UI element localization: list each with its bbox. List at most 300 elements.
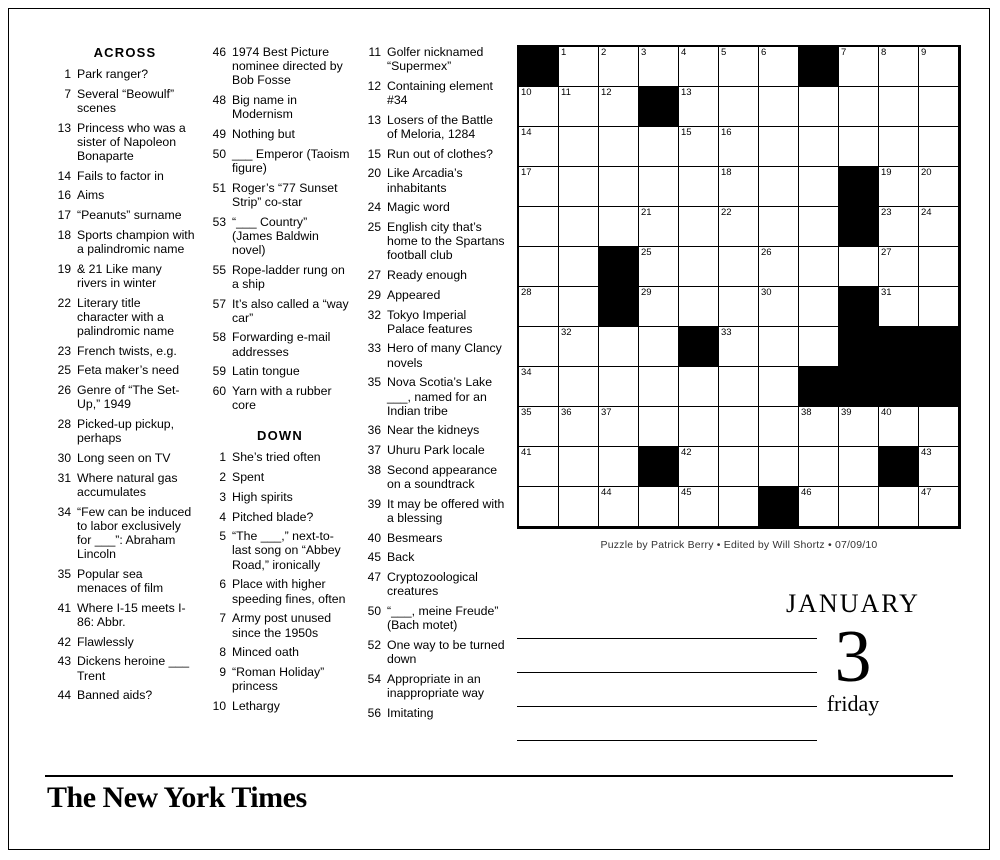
clue-item <box>210 93 350 121</box>
grid-cell[interactable] <box>679 367 719 407</box>
clue-number: 45 <box>367 550 381 565</box>
grid-cell[interactable] <box>679 447 719 487</box>
grid-cell-number: 3 <box>641 47 647 58</box>
clue-number: 35 <box>367 375 381 390</box>
clue-text: 1974 Best Picture nominee directed by Bob Fosse <box>232 45 343 88</box>
clue-text: Golfer nicknamed “Supermex” <box>387 45 484 74</box>
crossword-grid[interactable] <box>517 45 961 529</box>
clue-text: “Peanuts” surname <box>77 208 182 223</box>
grid-cell[interactable] <box>919 407 959 447</box>
clue-number: 14 <box>57 168 71 183</box>
grid-cell[interactable] <box>919 247 959 287</box>
grid-cell-number: 43 <box>921 447 932 458</box>
clue-item <box>365 341 505 369</box>
grid-cell-number: 32 <box>561 327 572 338</box>
grid-cell-number: 9 <box>921 47 927 58</box>
masthead-logo: The New York Times <box>47 781 307 814</box>
grid-cell[interactable] <box>599 207 639 247</box>
grid-cell[interactable] <box>719 127 759 167</box>
grid-cell[interactable] <box>639 487 679 527</box>
down-clue-list-2 <box>365 45 505 720</box>
clue-text: Where I-15 meets I-86: Abbr. <box>77 600 186 629</box>
grid-cell[interactable] <box>639 327 679 367</box>
clue-text: Spent <box>232 470 265 485</box>
grid-cell-number: 4 <box>681 47 687 58</box>
grid-cell-number: 33 <box>721 327 732 338</box>
clue-number: 53 <box>212 214 226 229</box>
grid-cell[interactable] <box>759 127 799 167</box>
grid-cell[interactable] <box>759 407 799 447</box>
clue-number: 49 <box>212 127 226 142</box>
clue-number: 35 <box>57 566 71 581</box>
grid-cell[interactable] <box>559 447 599 487</box>
grid-cell[interactable] <box>919 447 959 487</box>
clue-number: 7 <box>64 86 71 101</box>
clue-number: 6 <box>219 577 226 592</box>
grid-cell[interactable] <box>799 207 839 247</box>
clue-number: 27 <box>367 268 381 283</box>
grid-cell-number: 14 <box>521 127 532 138</box>
clue-item <box>365 113 505 141</box>
clue-item <box>210 364 350 378</box>
clue-item <box>55 228 195 256</box>
clue-item <box>55 383 195 411</box>
clue-number: 19 <box>57 261 71 276</box>
grid-cell[interactable] <box>919 127 959 167</box>
clue-number: 37 <box>367 443 381 458</box>
clue-number: 44 <box>57 688 71 703</box>
clue-text: Several “Beowulf” scenes <box>77 86 175 115</box>
grid-cell-number: 38 <box>801 407 812 418</box>
clue-text: Big name in Modernism <box>232 93 297 122</box>
clue-item <box>55 417 195 445</box>
clue-number: 10 <box>212 698 226 713</box>
clue-text: Uhuru Park locale <box>387 443 485 458</box>
grid-cell-number: 27 <box>881 247 892 258</box>
grid-cell-number: 37 <box>601 407 612 418</box>
clue-text: Appropriate in an inappropriate way <box>387 671 485 701</box>
grid-cell[interactable] <box>679 407 719 447</box>
clue-number: 1 <box>219 450 226 465</box>
grid-cell[interactable] <box>839 247 879 287</box>
grid-cell[interactable] <box>719 367 759 407</box>
clue-number: 59 <box>212 364 226 379</box>
grid-cell[interactable] <box>599 407 639 447</box>
grid-cell[interactable] <box>559 287 599 327</box>
clue-item <box>365 706 505 720</box>
grid-cell[interactable] <box>679 487 719 527</box>
grid-cell-black <box>879 447 919 487</box>
clue-item <box>365 147 505 161</box>
grid-cell[interactable] <box>639 407 679 447</box>
grid-cell-number: 30 <box>761 287 772 298</box>
grid-cell-number: 39 <box>841 407 852 418</box>
clue-item <box>55 635 195 649</box>
grid-cell-black <box>799 47 839 87</box>
grid-cell-black <box>839 287 879 327</box>
grid-cell[interactable] <box>879 247 919 287</box>
grid-cell[interactable] <box>679 207 719 247</box>
clue-number: 50 <box>212 146 226 161</box>
clue-number: 54 <box>367 671 381 686</box>
grid-cell-number: 29 <box>641 287 652 298</box>
clue-text: Appeared <box>387 287 441 302</box>
clue-number: 23 <box>57 343 71 358</box>
grid-cell[interactable] <box>599 327 639 367</box>
crossword-grid-wrapper <box>517 45 961 529</box>
grid-cell[interactable] <box>559 167 599 207</box>
grid-cell[interactable] <box>559 127 599 167</box>
grid-cell[interactable] <box>719 327 759 367</box>
grid-cell[interactable] <box>559 487 599 527</box>
grid-cell[interactable] <box>719 407 759 447</box>
clue-item <box>365 268 505 282</box>
grid-cell[interactable] <box>759 287 799 327</box>
clue-number: 30 <box>57 450 71 465</box>
grid-cell-number: 6 <box>761 47 767 58</box>
grid-cell[interactable] <box>679 47 719 87</box>
clue-text: High spirits <box>232 489 293 504</box>
grid-cell[interactable] <box>559 207 599 247</box>
grid-cell[interactable] <box>599 127 639 167</box>
clue-number: 13 <box>367 112 381 127</box>
grid-cell[interactable] <box>559 47 599 87</box>
grid-cell[interactable] <box>879 407 919 447</box>
grid-cell[interactable] <box>599 487 639 527</box>
grid-cell[interactable] <box>919 47 959 87</box>
clue-item <box>365 443 505 457</box>
clue-item <box>365 570 505 598</box>
clue-item <box>55 344 195 358</box>
grid-cell[interactable] <box>599 447 639 487</box>
grid-cell-number: 8 <box>881 47 887 58</box>
clue-text: Cryptozoological creatures <box>387 570 478 599</box>
grid-cell[interactable] <box>879 287 919 327</box>
grid-cell[interactable] <box>919 87 959 127</box>
clue-text: Ready enough <box>387 268 467 283</box>
clue-text: Rope-ladder rung on a ship <box>232 262 345 291</box>
clue-text: Banned aids? <box>77 688 153 703</box>
clue-item <box>55 363 195 377</box>
clue-item <box>55 169 195 183</box>
clue-number: 58 <box>212 330 226 345</box>
clue-number: 33 <box>367 341 381 356</box>
clue-item <box>55 451 195 465</box>
grid-cell[interactable] <box>759 447 799 487</box>
grid-cell[interactable] <box>919 287 959 327</box>
grid-cell[interactable] <box>719 447 759 487</box>
clue-item <box>365 375 505 418</box>
clue-number: 4 <box>219 509 226 524</box>
clue-number: 40 <box>367 530 381 545</box>
grid-cell[interactable] <box>639 287 679 327</box>
clue-text: Losers of the Battle of Meloria, 1284 <box>387 112 493 142</box>
clue-text: Feta maker’s need <box>77 363 180 378</box>
clue-number: 43 <box>57 654 71 669</box>
clue-item <box>55 121 195 164</box>
grid-cell[interactable] <box>839 487 879 527</box>
clue-item <box>55 208 195 222</box>
grid-cell[interactable] <box>879 87 919 127</box>
grid-cell[interactable] <box>639 47 679 87</box>
clue-text: Forwarding e-mail addresses <box>232 330 331 359</box>
clue-text: “The ___,” next-to-last song on “Abbey Road,” ironically <box>232 529 341 572</box>
clue-text: Flawlessly <box>77 634 134 649</box>
clue-columns <box>55 45 515 785</box>
clue-text: Second appearance on a soundtrack <box>387 462 498 492</box>
grid-cell-black <box>639 447 679 487</box>
clue-text: Tokyo Imperial Palace features <box>387 307 473 336</box>
grid-cell[interactable] <box>599 87 639 127</box>
grid-cell-number: 44 <box>601 487 612 498</box>
clue-number: 13 <box>57 120 71 135</box>
clue-item <box>55 505 195 562</box>
grid-cell[interactable] <box>799 447 839 487</box>
grid-cell[interactable] <box>519 407 559 447</box>
grid-cell[interactable] <box>759 47 799 87</box>
grid-cell[interactable] <box>759 367 799 407</box>
clue-number: 9 <box>219 664 226 679</box>
grid-cell-number: 23 <box>881 207 892 218</box>
grid-cell-number: 41 <box>521 447 532 458</box>
grid-cell-number: 40 <box>881 407 892 418</box>
clue-item <box>210 384 350 412</box>
grid-cell-number: 24 <box>921 207 932 218</box>
clue-number: 26 <box>57 383 71 398</box>
grid-cell-number: 31 <box>881 287 892 298</box>
clue-text: Like Arcadia’s inhabitants <box>387 166 463 195</box>
clue-text: Popular sea menaces of film <box>77 566 164 596</box>
clue-number: 34 <box>57 504 71 519</box>
date-block <box>753 589 953 717</box>
grid-cell[interactable] <box>879 167 919 207</box>
grid-cell[interactable] <box>519 207 559 247</box>
grid-cell[interactable] <box>719 167 759 207</box>
grid-cell-number: 22 <box>721 207 732 218</box>
clue-item <box>55 688 195 702</box>
grid-cell[interactable] <box>679 247 719 287</box>
clue-item <box>210 147 350 175</box>
clue-text: Nova Scotia’s Lake ___, named for an Indian tribe <box>387 375 493 418</box>
grid-cell-number: 35 <box>521 407 532 418</box>
date-month: JANUARY <box>786 589 920 618</box>
clue-text: Princess who was a sister of Napoleon Bonaparte <box>77 120 186 164</box>
clue-item <box>210 470 350 484</box>
grid-cell[interactable] <box>519 327 559 367</box>
grid-cell[interactable] <box>879 487 919 527</box>
grid-cell[interactable] <box>839 127 879 167</box>
grid-cell[interactable] <box>919 207 959 247</box>
clue-column-3 <box>365 45 505 725</box>
clue-number: 56 <box>367 705 381 720</box>
grid-cell[interactable] <box>559 407 599 447</box>
clue-number: 15 <box>367 146 381 161</box>
clue-item <box>365 497 505 525</box>
grid-cell[interactable] <box>759 207 799 247</box>
down-clue-list-1 <box>210 450 350 713</box>
clue-item <box>210 645 350 659</box>
grid-cell[interactable] <box>799 87 839 127</box>
grid-cell-number: 34 <box>521 367 532 378</box>
grid-cell[interactable] <box>919 487 959 527</box>
grid-cell[interactable] <box>719 207 759 247</box>
grid-cell[interactable] <box>799 327 839 367</box>
down-heading: DOWN <box>257 428 303 444</box>
grid-cell-number: 42 <box>681 447 692 458</box>
clue-text: Lethargy <box>232 698 280 713</box>
grid-cell-number: 15 <box>681 127 692 138</box>
grid-cell[interactable] <box>519 367 559 407</box>
grid-cell[interactable] <box>639 247 679 287</box>
clue-item <box>210 529 350 572</box>
grid-cell[interactable] <box>799 247 839 287</box>
clue-text: “Roman Holiday” princess <box>232 664 325 694</box>
clue-number: 57 <box>212 296 226 311</box>
clue-number: 41 <box>57 600 71 615</box>
grid-cell[interactable] <box>839 87 879 127</box>
grid-cell[interactable] <box>759 87 799 127</box>
clue-item <box>55 262 195 290</box>
clue-number: 51 <box>212 180 226 195</box>
clue-text: Place with higher speeding fines, often <box>232 577 346 606</box>
grid-cell-black <box>519 47 559 87</box>
grid-cell[interactable] <box>879 47 919 87</box>
grid-cell[interactable] <box>599 47 639 87</box>
clue-item <box>55 601 195 629</box>
grid-cell-number: 13 <box>681 87 692 98</box>
clue-item <box>210 215 350 258</box>
clue-number: 29 <box>367 287 381 302</box>
grid-cell[interactable] <box>519 247 559 287</box>
clue-item <box>365 463 505 491</box>
clue-number: 24 <box>367 200 381 215</box>
grid-cell[interactable] <box>799 127 839 167</box>
clue-item <box>365 531 505 545</box>
clue-item <box>365 604 505 632</box>
grid-cell[interactable] <box>639 127 679 167</box>
clue-item <box>365 550 505 564</box>
grid-cell-number: 25 <box>641 247 652 258</box>
grid-cell[interactable] <box>559 327 599 367</box>
grid-cell[interactable] <box>839 407 879 447</box>
grid-cell-number: 2 <box>601 47 607 58</box>
grid-cell[interactable] <box>679 287 719 327</box>
clue-item <box>365 308 505 336</box>
grid-cell[interactable] <box>679 127 719 167</box>
grid-cell[interactable] <box>719 87 759 127</box>
grid-cell-number: 45 <box>681 487 692 498</box>
clue-number: 32 <box>367 307 381 322</box>
grid-cell[interactable] <box>799 287 839 327</box>
grid-cell-number: 20 <box>921 167 932 178</box>
grid-cell[interactable] <box>519 87 559 127</box>
clue-item <box>55 654 195 682</box>
grid-cell[interactable] <box>759 247 799 287</box>
grid-cell[interactable] <box>759 327 799 367</box>
grid-cell-number: 46 <box>801 487 812 498</box>
clue-number: 12 <box>367 78 381 93</box>
grid-cell[interactable] <box>719 287 759 327</box>
grid-cell[interactable] <box>559 247 599 287</box>
grid-cell[interactable] <box>719 487 759 527</box>
grid-cell[interactable] <box>839 447 879 487</box>
grid-cell[interactable] <box>799 167 839 207</box>
grid-cell-number: 12 <box>601 87 612 98</box>
grid-cell-black <box>599 247 639 287</box>
clue-item <box>365 672 505 700</box>
grid-cell[interactable] <box>919 167 959 207</box>
puzzle-byline: Puzzle by Patrick Berry • Edited by Will Shortz • 07/09/10 <box>600 539 878 551</box>
clue-text: Hero of many Clancy novels <box>387 341 502 370</box>
grid-cell-number: 17 <box>521 167 532 178</box>
grid-cell[interactable] <box>799 407 839 447</box>
grid-cell[interactable] <box>599 167 639 207</box>
grid-cell[interactable] <box>799 487 839 527</box>
grid-cell-black <box>599 287 639 327</box>
grid-cell[interactable] <box>879 207 919 247</box>
grid-cell[interactable] <box>599 367 639 407</box>
grid-cell[interactable] <box>519 167 559 207</box>
grid-cell-number: 16 <box>721 127 732 138</box>
grid-cell[interactable] <box>879 127 919 167</box>
grid-cell[interactable] <box>519 447 559 487</box>
grid-cell[interactable] <box>719 247 759 287</box>
clue-item <box>365 166 505 194</box>
clue-text: Park ranger? <box>77 67 149 81</box>
clue-item <box>55 188 195 202</box>
clue-number: 60 <box>212 384 226 399</box>
clue-item <box>210 450 350 464</box>
grid-cell[interactable] <box>639 207 679 247</box>
clue-number: 28 <box>57 417 71 432</box>
clue-text: Yarn with a rubber core <box>232 384 332 413</box>
grid-cell[interactable] <box>519 127 559 167</box>
grid-cell-number: 7 <box>841 47 847 58</box>
clue-text: Aims <box>77 188 105 203</box>
clue-item <box>210 490 350 504</box>
masthead-divider <box>45 775 953 777</box>
grid-cell[interactable] <box>559 367 599 407</box>
clue-text: Run out of clothes? <box>387 146 493 161</box>
grid-cell-black <box>919 367 959 407</box>
grid-cell[interactable] <box>839 47 879 87</box>
clue-number: 17 <box>57 208 71 223</box>
clue-number: 46 <box>212 45 226 59</box>
grid-cell[interactable] <box>639 367 679 407</box>
grid-cell[interactable] <box>679 167 719 207</box>
clue-number: 50 <box>367 604 381 618</box>
clue-number: 48 <box>212 93 226 108</box>
grid-cell[interactable] <box>719 47 759 87</box>
grid-cell[interactable] <box>759 167 799 207</box>
clue-item <box>210 127 350 141</box>
grid-cell-number: 26 <box>761 247 772 258</box>
clue-column-2 <box>210 45 350 719</box>
grid-cell[interactable] <box>639 167 679 207</box>
clue-item <box>210 510 350 524</box>
clue-number: 31 <box>57 470 71 485</box>
clue-item <box>210 699 350 713</box>
clue-text: Genre of “The Set-Up,” 1949 <box>77 383 180 412</box>
clue-item <box>55 67 195 81</box>
clue-number: 11 <box>368 45 381 59</box>
grid-cell[interactable] <box>519 487 559 527</box>
grid-cell[interactable] <box>519 287 559 327</box>
clue-text: Roger’s “77 Sunset Strip” co-star <box>232 180 338 209</box>
clue-number: 2 <box>219 470 226 485</box>
grid-cell[interactable] <box>679 87 719 127</box>
grid-cell[interactable] <box>559 87 599 127</box>
